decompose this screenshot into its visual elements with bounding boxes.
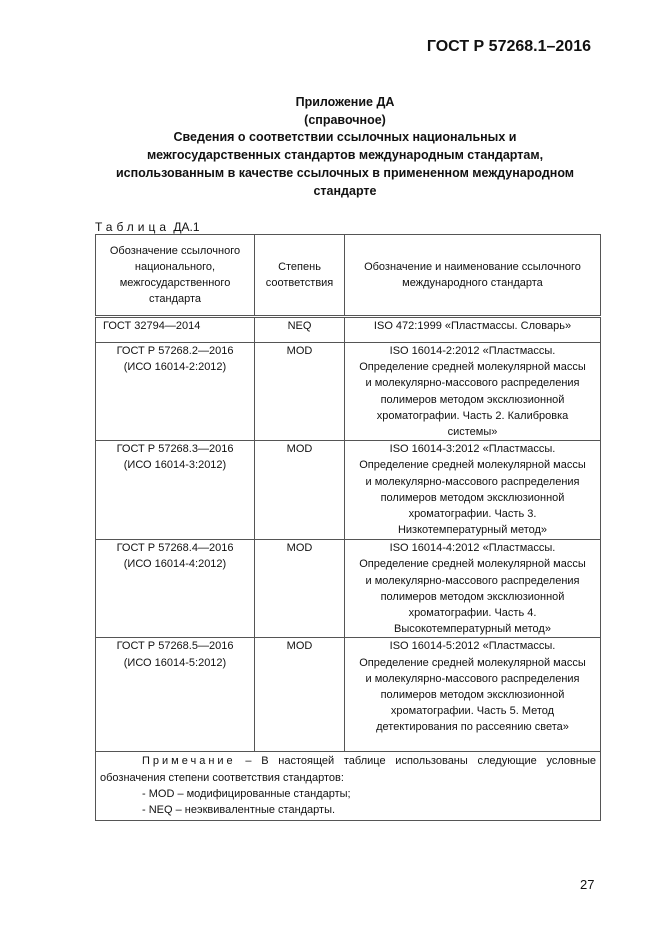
international-standard-cell: ISO 16014-2:2012 «Пластмассы. Определение средней молекулярной массы и молекулярно-массового распределения полимеров методом эксклюзионной хроматографии. Часть 2. Калибровка системы» (345, 343, 601, 441)
caption-word: Таблица (95, 220, 171, 234)
header-national: Обозначение ссылочного национального, межгосударственного стандарта (96, 235, 255, 317)
degree-cell: MOD (255, 343, 345, 441)
title-line: межгосударственных стандартов международным стандартам, (146, 148, 544, 163)
table-note (96, 752, 601, 821)
note-text: обозначения степени соответствия стандартов: (100, 771, 344, 784)
caption-number: ДА.1 (173, 220, 200, 234)
national-standard: (ИСО 16014-3:2012) (123, 459, 227, 472)
table-note-row (96, 752, 601, 821)
national-standard-cell (96, 343, 255, 441)
degree-cell: NEQ (255, 317, 345, 343)
table-row (96, 317, 601, 343)
page-number: 27 (580, 877, 595, 892)
note-line (100, 753, 596, 769)
note-item: - NEQ – неэквивалентные стандарты. (142, 804, 336, 817)
note-text: – В настоящей таблице использованы следующие условные (235, 755, 596, 768)
national-standard: (ИСО 16014-4:2012) (123, 558, 227, 571)
national-standard: ГОСТ Р 57268.3—2016 (116, 443, 234, 456)
title-line: (справочное) (304, 112, 386, 127)
national-standard: ГОСТ Р 57268.2—2016 (116, 345, 234, 357)
table-row (96, 540, 601, 638)
degree-cell: MOD (255, 540, 345, 638)
national-standard: ГОСТ Р 57268.4—2016 (116, 542, 234, 555)
national-standard: (ИСО 16014-2:2012) (123, 361, 227, 374)
national-standard: ГОСТ 32794—2014 (103, 320, 201, 332)
document-code: ГОСТ Р 57268.1–2016 (426, 38, 591, 55)
note-item: - MOD – модифицированные стандарты; (142, 787, 351, 800)
title-line: Сведения о соответствии ссылочных национальных и (173, 130, 517, 145)
table-row (96, 441, 601, 540)
national-standard: (ИСО 16014-5:2012) (123, 656, 227, 669)
correspondence-table (95, 234, 601, 821)
header-degree: Степень соответствия (255, 235, 345, 317)
degree-cell: MOD (255, 638, 345, 752)
national-standard-cell (96, 540, 255, 638)
table-header-row (96, 235, 601, 317)
degree-cell: MOD (255, 441, 345, 540)
international-standard-cell: ISO 16014-3:2012 «Пластмассы. Определение средней молекулярной массы и молекулярно-массового распределения полимеров методом эксклюзионной хроматографии. Часть 3. Низкотемпературный метод» (345, 441, 601, 540)
title-line: использованным в качестве ссылочных в примененном международном (115, 165, 575, 180)
national-standard-cell (96, 317, 255, 343)
title-line: Приложение ДА (295, 95, 395, 109)
international-standard-cell: ISO 16014-5:2012 «Пластмассы. Определение средней молекулярной массы и молекулярно-массового распределения полимеров методом эксклюзионной хроматографии. Часть 5. Метод детектирования по рассеянию света» (345, 638, 601, 752)
header-international: Обозначение и наименование ссылочного международного стандарта (345, 235, 601, 317)
national-standard-cell (96, 441, 255, 540)
table-row (96, 638, 601, 752)
appendix-title (90, 94, 600, 200)
international-standard-cell: ISO 16014-4:2012 «Пластмассы. Определение средней молекулярной массы и молекулярно-массового распределения полимеров методом эксклюзионной хроматографии. Часть 4. Высокотемпературный метод» (345, 540, 601, 638)
note-label: Примечание (142, 755, 236, 768)
table-row (96, 343, 601, 441)
title-line: стандарте (313, 183, 377, 198)
national-standard: ГОСТ Р 57268.5—2016 (116, 640, 234, 653)
national-standard-cell (96, 638, 255, 752)
table-caption (95, 220, 200, 234)
international-standard-cell: ISO 472:1999 «Пластмассы. Словарь» (345, 317, 601, 343)
